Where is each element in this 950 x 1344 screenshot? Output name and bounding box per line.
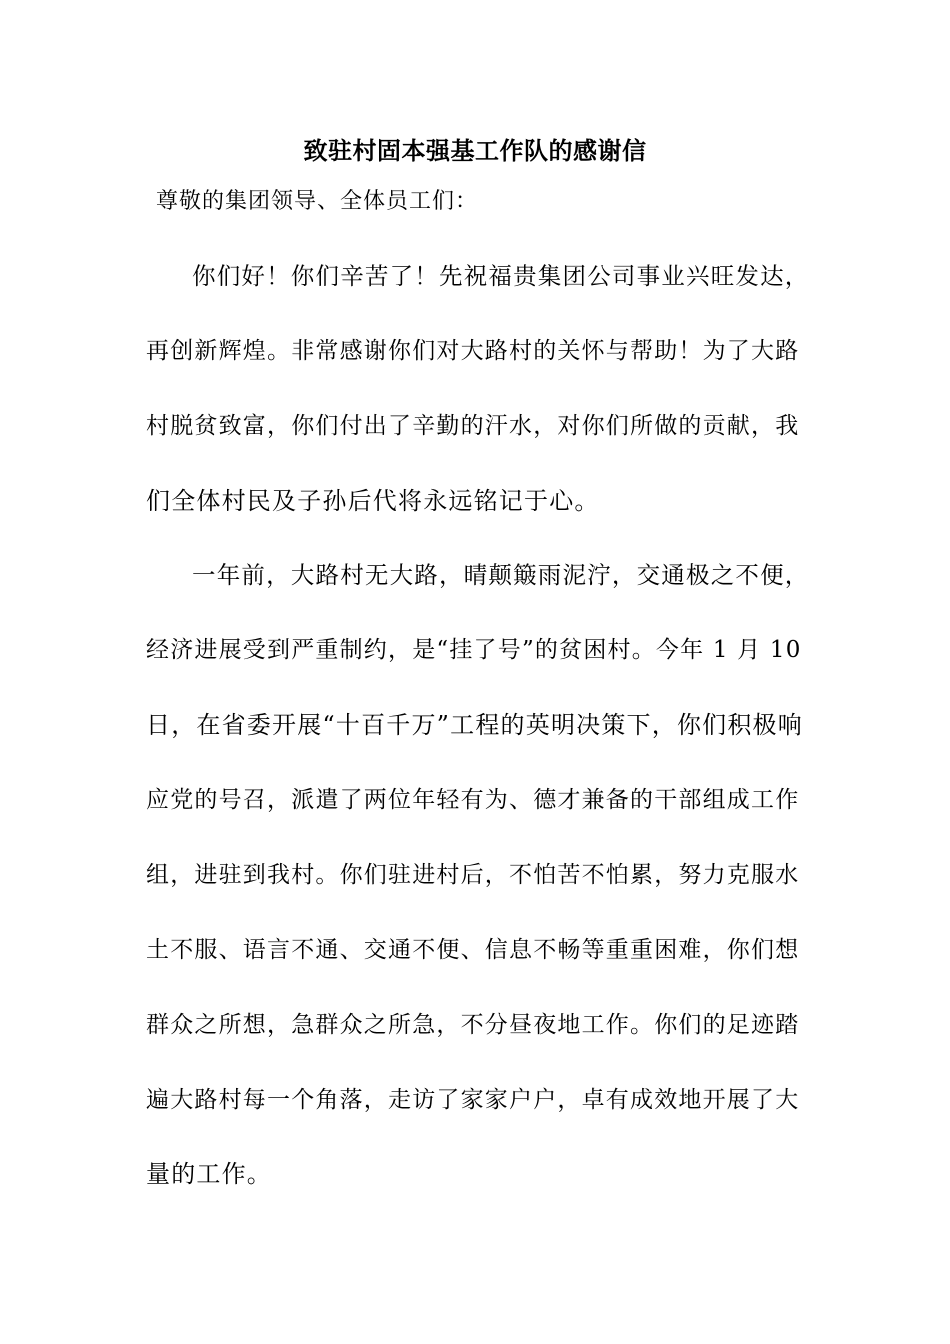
paragraph-1-line-2: 再创新辉煌。非常感谢你们对大路村的关怀与帮助！为了大路	[146, 338, 800, 364]
paragraph-1-line-3: 村脱贫致富，你们付出了辛勤的汗水，对你们所做的贡献，我	[146, 413, 800, 439]
letter-salutation: 尊敬的集团领导、全体员工们：	[156, 189, 479, 214]
paragraph-2-line-7: 群众之所想，急群众之所急，不分昼夜地工作。你们的足迹踏	[146, 1012, 800, 1038]
paragraph-2-line-2: 经济进展受到严重制约，是“挂了号”的贫困村。今年 1 月 10	[146, 637, 802, 663]
letter-title: 致驻村固本强基工作队的感谢信	[303, 136, 647, 165]
paragraph-2-line-8: 遍大路村每一个角落，走访了家家户户，卓有成效地开展了大	[146, 1087, 800, 1113]
paragraph-2-line-6: 土不服、语言不通、交通不便、信息不畅等重重困难，你们想	[146, 937, 800, 963]
paragraph-2-line-5: 组，进驻到我村。你们驻进村后，不怕苦不怕累，努力克服水	[146, 862, 800, 888]
paragraph-1-line-4: 们全体村民及子孙后代将永远铭记于心。	[146, 487, 600, 515]
paragraph-1-line-1: 你们好！你们辛苦了！先祝福贵集团公司事业兴旺发达，	[192, 262, 810, 290]
paragraph-2-line-1: 一年前，大路村无大路，晴颠簸雨泥泞，交通极之不便，	[192, 561, 810, 589]
paragraph-2-line-3: 日，在省委开展“十百千万”工程的英明决策下，你们积极响	[146, 711, 803, 739]
paragraph-2-line-9: 量的工作。	[146, 1160, 272, 1188]
paragraph-2-line-4: 应党的号召，派遣了两位年轻有为、德才兼备的干部组成工作	[146, 787, 800, 813]
